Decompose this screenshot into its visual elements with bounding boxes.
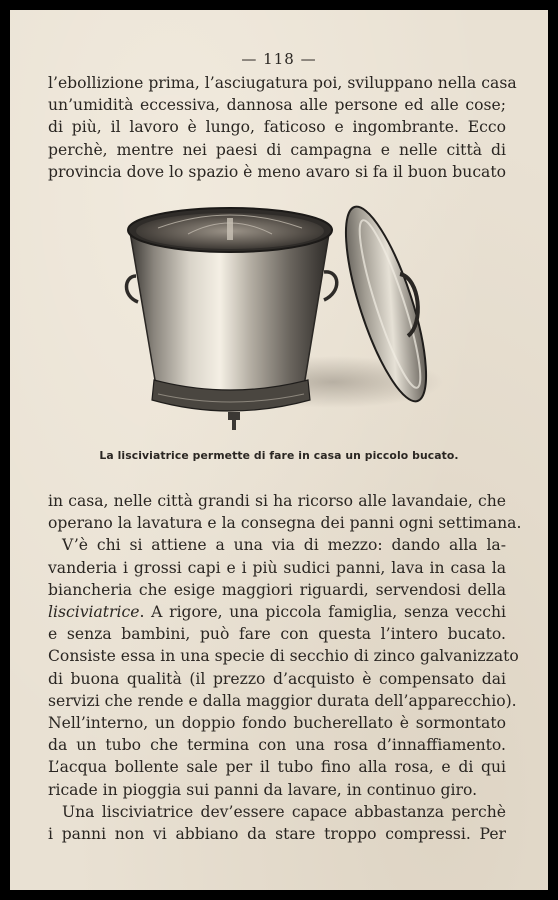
text-line: e senza bambini, può fare con questa l’intero bucato. (48, 625, 506, 644)
text-line: da un tubo che termina con una rosa d’innaffiamento. (48, 736, 506, 755)
text-line: servizi che rende e dalla maggior durata dell’apparecchio). (48, 691, 517, 710)
text-line: L’acqua bollente sale per il tubo fino alla rosa, e di qui (48, 758, 506, 777)
text-line: perchè, mentre nei paesi di campagna e nelle città di (48, 140, 506, 159)
page-number: — 118 — (241, 50, 317, 68)
text-line: operano la lavatura e la consegna dei panni ogni settimana. (48, 514, 522, 533)
text-line (48, 601, 506, 623)
text-line: l’ebollizione prima, l’asciugatura poi, sviluppano nella casa (48, 74, 517, 92)
text-line: un’umidità eccessiva, dannosa alle persone ed alle cose; (48, 96, 506, 115)
right-handle (324, 272, 337, 300)
text-line: Una lisciviatrice dev’essere capace abbastanza perchè (62, 802, 506, 821)
italic-term: lisciviatrice (48, 603, 140, 622)
text-line: biancheria che esige maggiori riguardi, servendosi della (48, 580, 506, 599)
left-handle (127, 276, 139, 302)
text-line: ricade in pioggia sui panni da lavare, in continuo giro. (48, 780, 478, 799)
text-line: Consiste essa in una specie di secchio di zinco galvanizzato (48, 647, 519, 666)
book-page (10, 10, 548, 890)
text-line: in casa, nelle città grandi si ha ricorso alle lavandaie, che (48, 492, 506, 510)
inner-tube (227, 218, 233, 240)
text-line: di buona qualità (il prezzo d’acquisto è compensato dai (48, 669, 506, 688)
bottom-text (48, 490, 522, 845)
text-line-rest: . A rigore, una piccola famiglia, senza vecchi (139, 603, 506, 622)
top-paragraph (48, 72, 517, 183)
figure-caption: La lisciviatrice permette di fare in casa un piccolo bucato. (99, 449, 459, 462)
text-line: i panni non vi abbiano da stare troppo compressi. Per (48, 825, 506, 844)
text-line: provincia dove lo spazio è meno avaro si fa il buon bucato (48, 162, 506, 181)
text-line: di più, il lavoro è lungo, faticoso e ingombrante. Ecco (48, 118, 506, 137)
pail-body (130, 228, 330, 395)
text-line: V’è chi si attiene a una via di mezzo: dando alla la- (62, 536, 506, 555)
text-line: Nell’interno, un doppio fondo bucherellato è sormontato (48, 714, 506, 733)
text-line: vanderia i grossi capi e i più sudici panni, lava in casa la (48, 558, 506, 577)
lisciviatrice-illustration (118, 204, 448, 440)
